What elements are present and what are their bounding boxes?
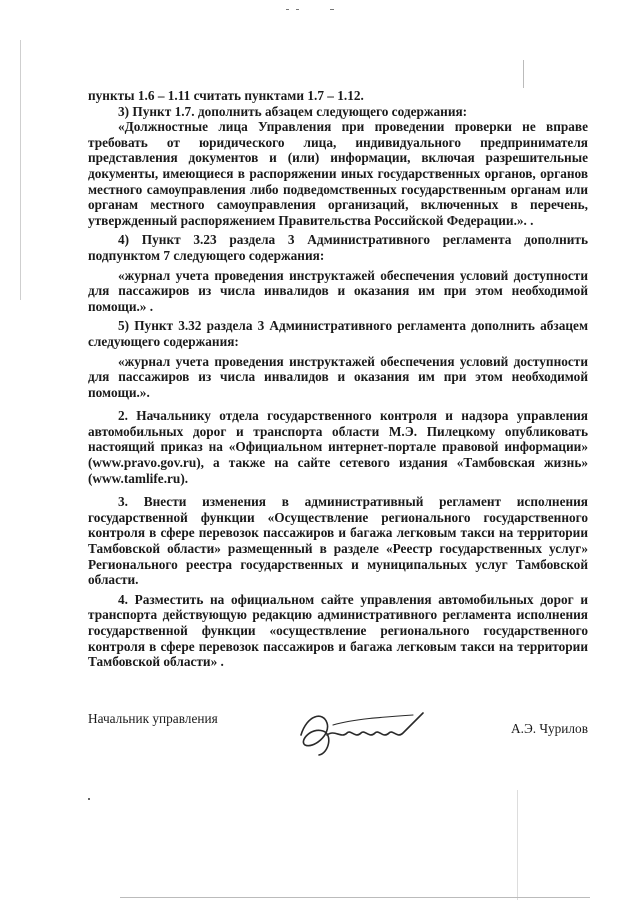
document-body xyxy=(88,88,588,670)
scan-speck xyxy=(88,798,90,800)
scan-artifact xyxy=(517,790,518,900)
paragraph-section-4: 4. Разместить на официальном сайте управления автомобильных дорог и транспорта действующую редакцию административного регламента исполнения государственной функции «осуществление регионального государственного контроля в сфере перевозок пассажиров и багажа легковым такси на территории Тамбовской области» . xyxy=(88,591,588,670)
signatory-name: А.Э. Чурилов xyxy=(511,721,588,736)
scan-artifact xyxy=(20,40,21,300)
signatory-title: Начальник управления xyxy=(88,711,218,726)
scan-artifact xyxy=(120,897,590,898)
paragraph-quote-journal-2: «журнал учета проведения инструктажей обеспечения условий доступности для пассажиров из числа инвалидов и оказания им при этом необходимой помощи.». xyxy=(88,353,588,400)
paragraph-item-3: 3) Пункт 1.7. дополнить абзацем следующего содержания: xyxy=(118,103,468,119)
scan-artifact xyxy=(523,60,524,88)
paragraph-quote-officials: «Должностные лица Управления при проведении проверки не вправе требовать от юридического лица, индивидуального предпринимателя представления документов и (или) информации, включая разрешительные документы, имеющиеся в распоряжении иных государственных органов, органов местного самоуправления либо подведомственных государственным органам или органам местного самоуправления организаций, включенных в перечень, утвержденный распоряжением Правительства Российской Федерации.». . xyxy=(88,119,588,228)
paragraph-item-5: 5) Пункт 3.32 раздела 3 Административного регламента дополнить абзацем следующего содержания: xyxy=(88,318,588,349)
paragraph-section-2: 2. Начальнику отдела государственного контроля и надзора управления автомобильных дорог и транспорта области М.Э. Пилецкому опубликовать настоящий приказ на «Официальном интернет-портале правовой информации» (www.pravo.gov.ru), а также на сайте сетевого издания «Тамбовская жизнь» (www.tamlife.ru). xyxy=(88,408,588,486)
paragraph-item-4: 4) Пункт 3.23 раздела 3 Административного регламента дополнить подпунктом 7 следующего содержания: xyxy=(88,232,588,263)
paragraph-renumber: пункты 1.6 – 1.11 считать пунктами 1.7 – 1.12. xyxy=(88,88,364,103)
handwritten-signature-icon xyxy=(293,705,433,761)
paragraph-section-3: 3. Внести изменения в административный регламент исполнения государственной функции «Осуществление регионального государственного контроля в сфере перевозок пассажиров и багажа легковым такси на территории Тамбовской области» размещенный в разделе «Реестр государственных услуг» Регионального реестра государственных и муниципальных услуг Тамбовской области. xyxy=(88,494,588,588)
scan-artifact xyxy=(286,9,289,10)
scan-artifact xyxy=(330,9,334,10)
signature-block xyxy=(88,705,588,765)
scan-artifact xyxy=(296,9,299,10)
paragraph-quote-journal-1: «журнал учета проведения инструктажей обеспечения условий доступности для пассажиров из числа инвалидов и оказания им при этом необходимой помощи.» . xyxy=(88,267,588,314)
